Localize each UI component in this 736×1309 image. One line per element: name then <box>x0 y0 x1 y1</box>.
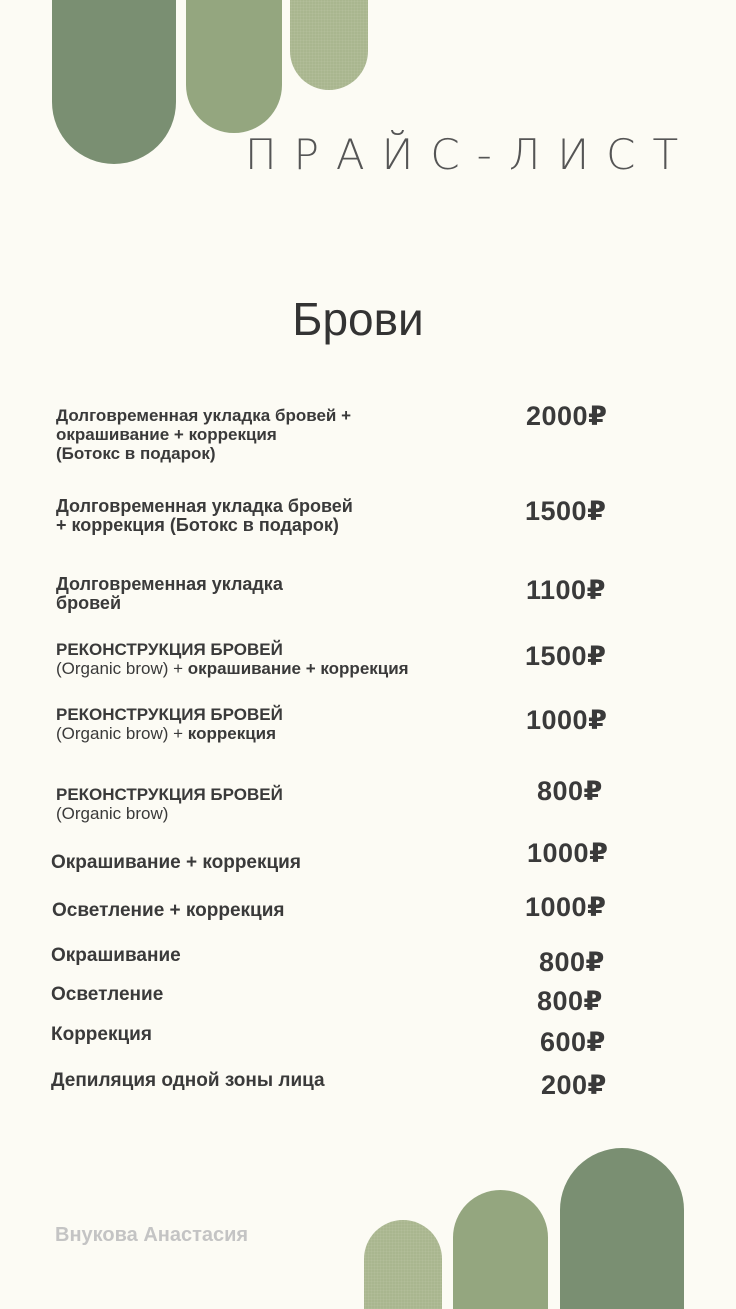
service-item: Долговременная укладка бровей <box>56 574 283 613</box>
service-price: 1000₽ <box>526 705 608 735</box>
decor-shape-dark <box>52 0 176 164</box>
service-item: Долговременная укладка бровей + коррекция (Ботокс в подарок) <box>56 496 353 535</box>
service-item: РЕКОНСТРУКЦИЯ БРОВЕЙ (Organic brow) + коррекция <box>56 705 283 743</box>
service-item: РЕКОНСТРУКЦИЯ БРОВЕЙ (Organic brow) <box>56 785 283 823</box>
decor-shape-light <box>364 1220 442 1309</box>
service-item: Коррекция <box>51 1024 152 1045</box>
service-item: Осветление + коррекция <box>52 900 285 921</box>
service-price: 200₽ <box>541 1070 607 1100</box>
service-price: 1500₽ <box>525 641 607 671</box>
service-item: Осветление <box>51 984 164 1005</box>
service-price: 1500₽ <box>525 496 607 526</box>
service-price: 1000₽ <box>525 892 607 922</box>
service-item: РЕКОНСТРУКЦИЯ БРОВЕЙ (Organic brow) + окрашивание + коррекция <box>56 640 409 678</box>
decor-shape-mid <box>453 1190 548 1309</box>
service-item: Окрашивание + коррекция <box>51 852 301 873</box>
service-item: Депиляция одной зоны лица <box>51 1070 325 1091</box>
decor-shape-dark <box>560 1148 684 1309</box>
service-price: 800₽ <box>539 947 605 977</box>
service-price: 800₽ <box>537 986 603 1016</box>
service-price: 800₽ <box>537 776 603 806</box>
section-title: Брови <box>292 293 424 345</box>
decor-shape-mid <box>186 0 282 133</box>
author-name: Внукова Анастасия <box>55 1224 249 1246</box>
service-price: 600₽ <box>540 1027 606 1057</box>
decor-shape-light <box>290 0 368 90</box>
page-title: ПРАЙС-ЛИСТ <box>245 130 696 179</box>
service-item: Долговременная укладка бровей + окрашивание + коррекция (Ботокс в подарок) <box>56 406 352 463</box>
service-price: 1000₽ <box>527 838 609 868</box>
service-price: 2000₽ <box>526 401 608 431</box>
service-item: Окрашивание <box>51 945 181 966</box>
service-price: 1100₽ <box>526 575 606 605</box>
